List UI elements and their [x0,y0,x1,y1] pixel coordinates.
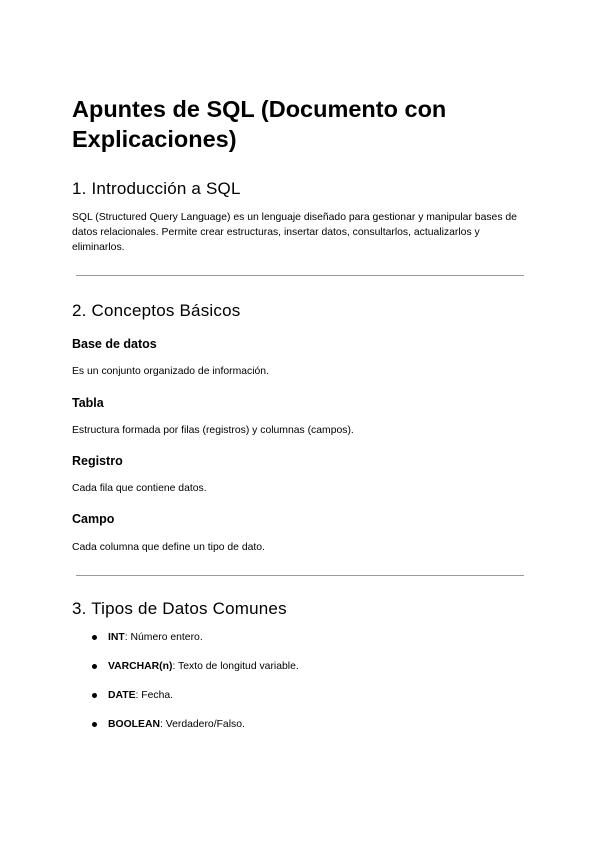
list-item [92,659,299,674]
list-item [92,717,299,732]
data-type-name: INT [108,632,125,643]
bullet-icon [92,693,97,698]
document-title: Apuntes de SQL (Documento con Explicaciones) [72,96,447,152]
section-heading-tipos-de-datos: 3. Tipos de Datos Comunes [72,599,287,618]
data-type-description: : Texto de longitud variable. [172,661,299,672]
concept-term-campo: Campo [72,512,115,526]
bullet-icon [92,635,97,640]
concept-definition-campo: Cada columna que define un tipo de dato. [72,542,265,553]
data-type-name: DATE [108,690,136,701]
section-heading-introduccion: 1. Introducción a SQL [72,179,241,198]
concept-definition-base-de-datos: Es un conjunto organizado de información. [72,366,269,377]
intro-paragraph: SQL (Structured Query Language) es un lenguaje diseñado para gestionar y manipular bases de datos relacionales. Permite crear estructuras, insertar datos, consultarlos, actualizarlos y eliminarlos. [72,212,517,253]
concept-definition-registro: Cada fila que contiene datos. [72,483,207,494]
section-divider [76,275,524,276]
data-type-description: : Fecha. [135,690,174,701]
section-divider [76,575,524,576]
data-types-list [92,630,299,746]
concept-term-tabla: Tabla [72,396,104,410]
concept-term-registro: Registro [72,454,123,468]
bullet-icon [92,664,97,669]
data-type-description: : Número entero. [124,632,203,643]
data-type-name: VARCHAR(n) [108,661,173,672]
list-item [92,688,299,703]
concept-term-base-de-datos: Base de datos [72,337,157,351]
list-item [92,630,299,645]
data-type-description: : Verdadero/Falso. [159,719,245,730]
data-type-name: BOOLEAN [108,719,160,730]
bullet-icon [92,722,97,727]
concept-definition-tabla: Estructura formada por filas (registros) y columnas (campos). [72,425,354,436]
section-heading-conceptos: 2. Conceptos Básicos [72,301,241,320]
